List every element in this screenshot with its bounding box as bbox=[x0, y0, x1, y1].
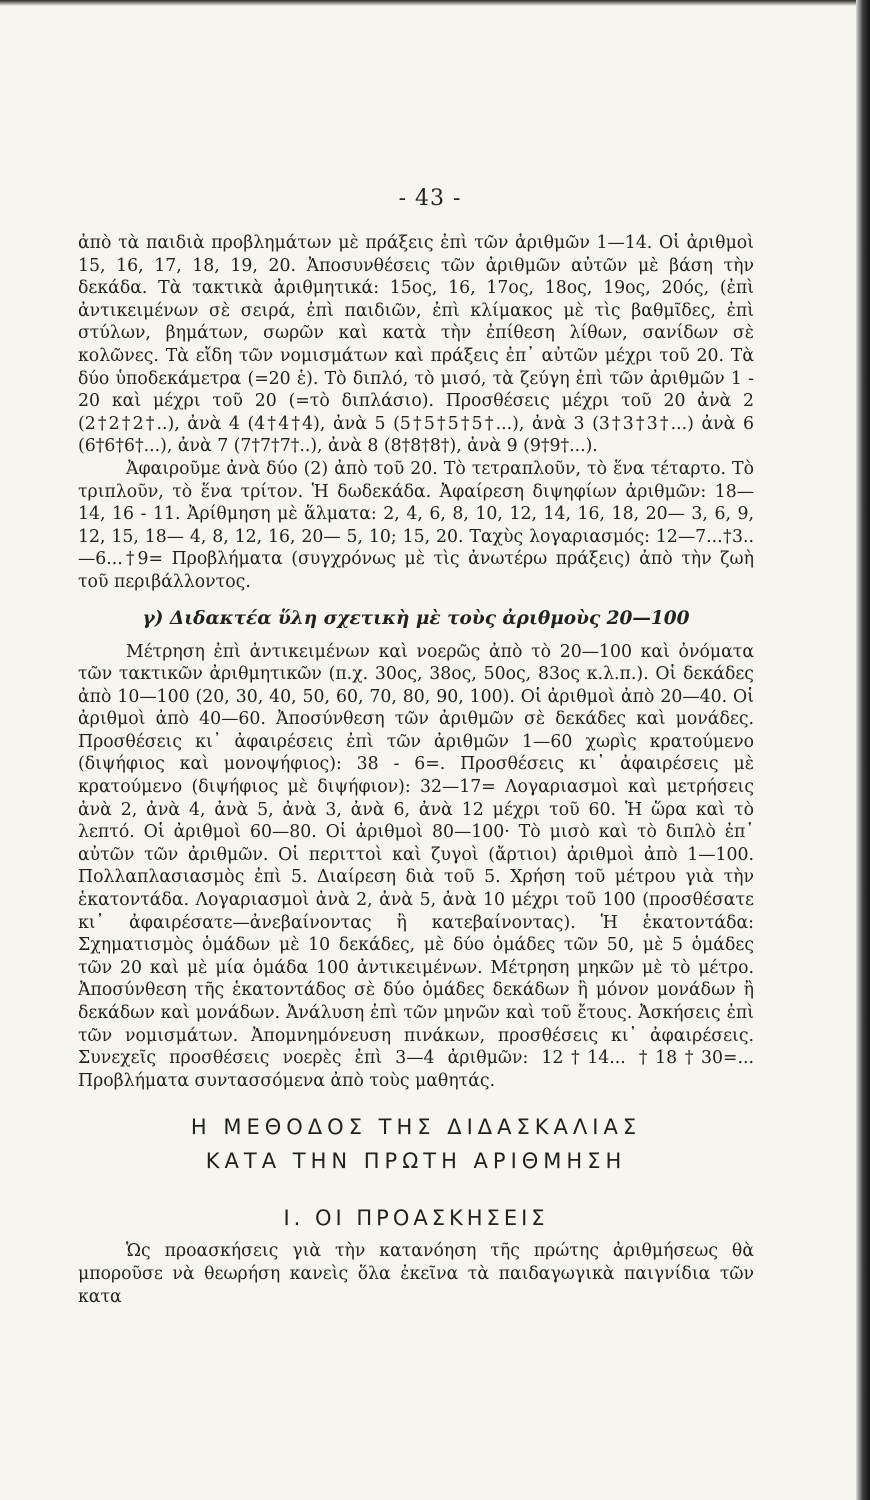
page-top-edge bbox=[0, 0, 870, 6]
paragraph-numbers-1-20: ἀπὸ τὰ παιδιὰ προβλημάτων μὲ πράξεις ἐπὶ τῶν ἀριθμῶν 1—14. Οἱ ἀριθμοὶ 15, 16, 17, 18, 19, 20. Ἀποσυνθέσεις τῶν ἀριθμῶν αὐτῶν μὲ βάση τὴν δεκάδα. Τὰ τακτικὰ ἀριθμητικά: 15ος, 16, 17ος, 18ος, 19ος, 20ός, (ἐπὶ ἀντικειμένων σὲ σειρά, ἐπὶ παιδιῶν, ἐπὶ κλίμακος μὲ τὶς βαθμῖδες, ἐπὶ στύλων, βημάτων, σωρῶν καὶ κατὰ τὴν ἐπίθεση λίθων, σανίδων σὲ κολῶνες. Τὰ εἴδη τῶν νομισμάτων καὶ πράξεις ἐπ᾿ αὐτῶν μέχρι τοῦ 20. Τὰ δύο ὑποδεκάμετρα (=20 ἑ). Τὸ διπλό, τὸ μισό, τὰ ζεύγη ἐπὶ τῶν ἀριθμῶν 1 - 20 καὶ μέχρι τοῦ 20 (=τὸ διπλάσιο). Προσθέσεις μέχρι τοῦ 20 ἀνὰ 2 (2†2†2†..), ἀνὰ 4 (4†4†4), ἀνὰ 5 (5†5†5†5†...), ἀνὰ 3 (3†3†3†...) ἀνὰ 6 (6†6†6†...), ἀνὰ 7 (7†7†7†..), ἀνὰ 8 (8†8†8†), ἀνὰ 9 (9†9†...). bbox=[78, 233, 754, 457]
chapter-title-line-2: ΚΑΤΑ ΤΗΝ ΠΡΩΤΗ ΑΡΙΘΜΗΣΗ bbox=[205, 1149, 627, 1174]
paragraph-numbers-20-100: Μέτρηση ἐπὶ ἀντικειμένων καὶ νοερῶς ἀπὸ τὸ 20—100 καὶ ὀνόματα τῶν τακτικῶν ἀριθμητικῶν (π.χ. 30ος, 38ος, 50ος, 83ος κ.λ.π.). Οἱ δεκάδες ἀπὸ 10—100 (20, 30, 40, 50, 60, 70, 80, 90, 100). Οἱ ἀριθμοὶ ἀπὸ 20—40. Οἱ ἀριθμοὶ ἀπὸ 40—60. Ἀποσύνθεση τῶν ἀριθμῶν σὲ δεκάδες καὶ μονάδες. Προσθέσεις κι᾿ ἀφαιρέσεις ἐπὶ τῶν ἀριθμῶν 1—60 χωρὶς κρατούμενο (διψήφιος καὶ μονοψήφιος): 38 - 6=. Προσθέσεις κι᾿ ἀφαιρέσεις μὲ κρατούμενο (διψήφιος μὲ διψήφιον): 32—17= Λογαριασμοὶ καὶ μετρήσεις ἀνὰ 2, ἀνὰ 4, ἀνὰ 5, ἀνὰ 3, ἀνὰ 6, ἀνὰ 12 μέχρι τοῦ 60. Ἡ ὥρα καὶ τὸ λεπτό. Οἱ ἀριθμοὶ 60—80. Οἱ ἀριθμοὶ 80—100· Τὸ μισὸ καὶ τὸ διπλὸ ἐπ᾿ αὐτῶν τῶν ἀριθμῶν. Οἱ περιττοὶ καὶ ζυγοὶ (ἄρτιοι) ἀριθμοὶ ἀπὸ 1—100. Πολλαπλασιασμὸς ἐπὶ 5. Διαίρεση διὰ τοῦ 5. Χρήση τοῦ μέτρου γιὰ τὴν ἑκατοντάδα. Λογαριασμοὶ ἀνὰ 2, ἀνὰ 5, ἀνὰ 10 μέχρι τοῦ 100 (προσθέσατε κι᾿ ἀφαιρέσατε—ἀνεβαίνοντας ἢ κατεβαίνοντας). Ἡ ἑκατοντάδα: Σχηματισμὸς ὁμάδων μὲ 10 δεκάδες, μὲ δύο ὁμάδες τῶν 50, μὲ 5 ὁμάδες τῶν 20 καὶ μὲ μία ὁμάδα 100 ἀντικειμένων. Μέτρηση μηκῶν μὲ τὸ μέτρο. Ἀποσύνθεση τῆς ἑκατοντάδος σὲ δύο ὁμάδες δεκάδων ἢ μόνον μονάδων ἢ δεκάδων καὶ μονάδων. Ἀνάλυση ἐπὶ τῶν μηνῶν καὶ τοῦ ἔτους. Ἀσκήσεις ἐπὶ τῶν νομισμάτων. Ἀπομνημόνευση πινάκων, προσθέσεις κι᾿ ἀφαιρέσεις. Συνεχεῖς προσθέσεις νοερὲς ἐπὶ 3—4 ἀριθμῶν: 12†14... †18†30=... Προβλήματα συντασσόμενα ἀπὸ τοὺς μαθητάς. bbox=[78, 641, 754, 1091]
paragraph-subtraction: Ἀφαιροῦμε ἀνὰ δύο (2) ἀπὸ τοῦ 20. Τὸ τετραπλοῦν, τὸ ἕνα τέταρτο. Τὸ τριπλοῦν, τὸ ἕνα τρίτον. Ἡ δωδεκάδα. Ἀφαίρεση διψηφίων ἀριθμῶν: 18—14, 16 - 11. Ἀρίθμηση μὲ ἅλματα: 2, 4, 6, 8, 10, 12, 14, 16, 18, 20— 3, 6, 9, 12, 15, 18— 4, 8, 12, 16, 20— 5, 10; 15, 20. Ταχὺς λογαριασμός: 12—7...†3.. —6...†9= Προβλήματα (συγχρόνως μὲ τὶς ἀνωτέρω πράξεις) ἀπὸ τὴν ζωὴ τοῦ περιβάλλοντος. bbox=[78, 458, 754, 592]
section-gamma-heading: γ) Διδακτέα ὕλη σχετικὴ μὲ τοὺς ἀριθμοὺς 20—100 bbox=[142, 607, 690, 629]
page-body bbox=[78, 232, 754, 1308]
paragraph-preliminary-exercises: Ὡς προασκήσεις γιὰ τὴν κατανόηση τῆς πρώτης ἀριθμήσεως θὰ μποροῦσε νὰ θεωρήση κανεὶς ὅλα ἐκεῖνα τὰ παιδαγωγικὰ παιγνίδια τῶν κατα bbox=[78, 1241, 754, 1307]
chapter-title-line-1: Η ΜΕΘΟΔΟΣ ΤΗΣ ΔΙΔΑΣΚΑΛΙΑΣ bbox=[190, 1115, 642, 1140]
page-number: - 43 - bbox=[398, 186, 462, 211]
section-title: Ι. ΟΙ ΠΡΟΑΣΚΗΣΕΙΣ bbox=[283, 1206, 549, 1231]
page-binding-edge bbox=[856, 0, 870, 1500]
